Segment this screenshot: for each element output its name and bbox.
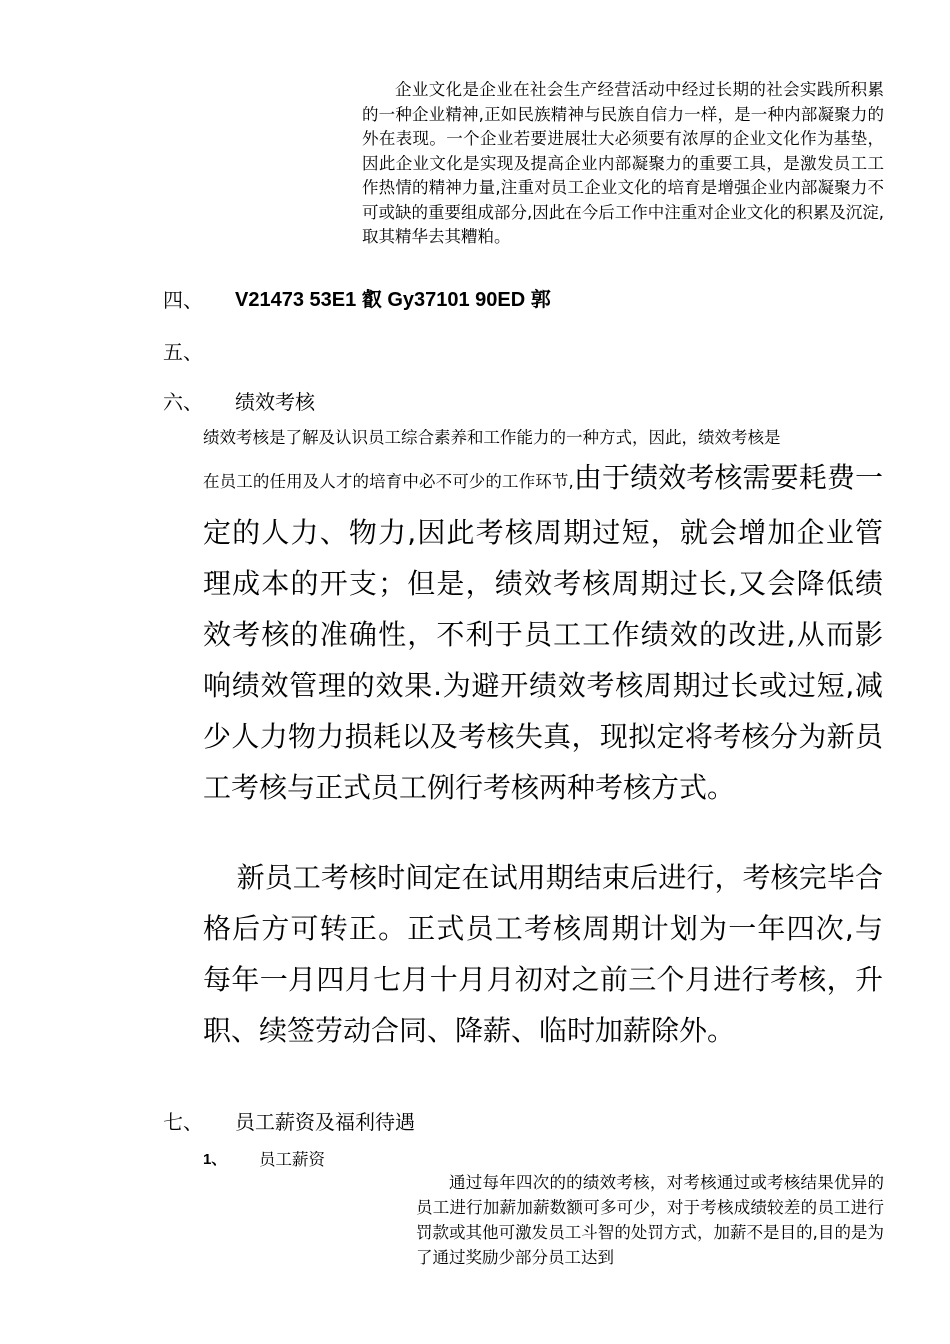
section-heading-6 <box>163 388 315 416</box>
section-heading-4 <box>163 286 551 314</box>
section-number: 七、 <box>163 1110 203 1134</box>
section-number: 五、 <box>163 340 203 364</box>
subsection-number: 1、 <box>203 1151 227 1168</box>
section-title: V21473 53E1 叡 Gy37101 90ED 郭 <box>235 289 551 311</box>
paragraph-salary: 通过每年四次的的绩效考核，对考核通过或考核结果优异的员工进行加薪加薪数额可多可少，对于考核成绩较差的员工进行罚款或其他可激发员工斗智的处罚方式，加薪不是目的,目的是为了通过奖励少部分员工达到 <box>416 1173 884 1267</box>
section-number: 四、 <box>163 288 203 312</box>
section-title: 员工薪资及福利待遇 <box>235 1110 415 1134</box>
kpi-cycle-text: 由于绩效考核需要耗费一定的人力、物力,因此考核周期过短，就会增加企业管理成本的开支；但是，绩效考核周期过长,又会降低绩效考核的准确性，不利于员工工作绩效的改进,从而影响绩效管理的效果.为避开绩效考核周期过长或过短,减少人力物力损耗以及考核失真，现拟定将考核分为新员工考核与正式员工例行考核两种考核方式。 <box>203 461 883 804</box>
paragraph-performance-review <box>203 424 883 813</box>
subsection-title: 员工薪资 <box>259 1150 325 1169</box>
section-title: 绩效考核 <box>235 390 315 414</box>
kpi-intro-line-2: 在员工的任用及人才的培育中必不可少的工作环节, <box>203 472 574 491</box>
paragraph-new-staff-review: 新员工考核时间定在试用期结束后进行，考核完毕合格后方可转正。正式员工考核周期计划为一年四次,与每年一月四月七月十月月初对之前三个月进行考核，升职、续签劳动合同、降薪、临时加薪除外。 <box>203 861 883 1047</box>
section-heading-5 <box>163 338 235 366</box>
subsection-heading-1 <box>203 1148 325 1172</box>
kpi-intro-line-1: 绩效考核是了解及认识员工综合素养和工作能力的一种方式，因此，绩效考核是 <box>203 428 781 447</box>
section-heading-7 <box>163 1108 415 1136</box>
section-number: 六、 <box>163 390 203 414</box>
paragraph-corporate-culture: 企业文化是企业在社会生产经营活动中经过长期的社会实践所积累的一种企业精神,正如民族精神与民族自信力一样，是一种内部凝聚力的外在表现。一个企业若要进展壮大必须要有浓厚的企业文化作为基垫，因此企业文化是实现及提高企业内部凝聚力的重要工具，是激发员工工作热情的精神力量,注重对员工企业文化的培育是增强企业内部凝聚力不可或缺的重要组成部分,因此在今后工作中注重对企业文化的积累及沉淀,取其精华去其糟粕。 <box>362 80 884 246</box>
